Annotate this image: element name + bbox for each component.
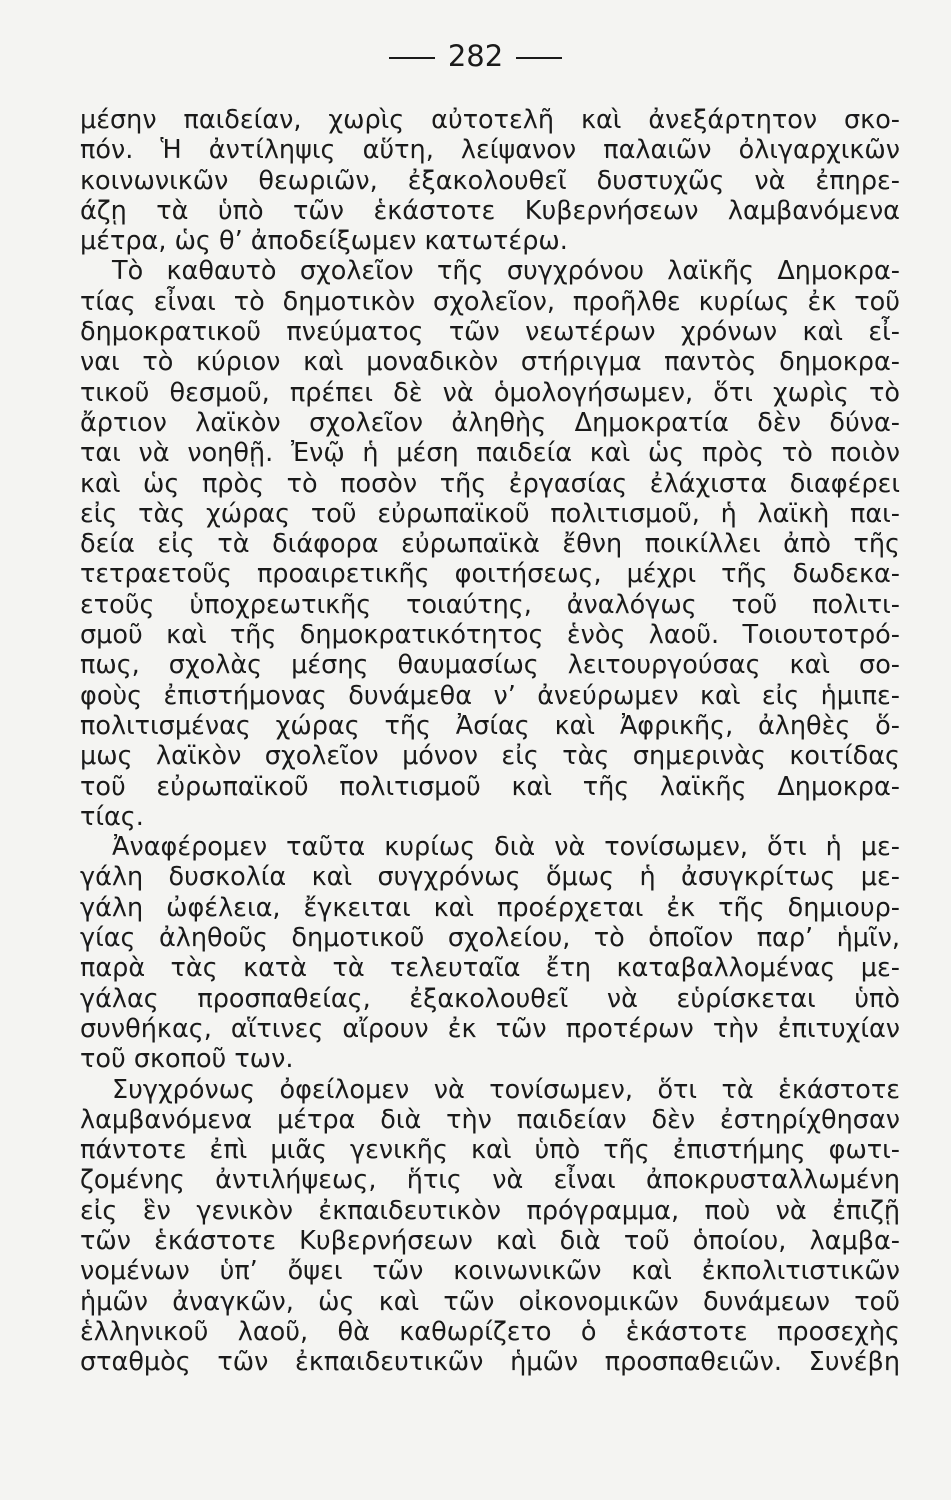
text-line: τικοῦ θεσμοῦ, πρέπει δὲ νὰ ὁμολογήσωμεν, ὅτι χωρὶς τὸ xyxy=(80,377,900,408)
text-line: εἰς ἓν γενικὸν ἐκπαιδευτικὸν πρόγραμμα, ποὺ νὰ ἐπιζῇ xyxy=(80,1195,900,1226)
text-line: τῶν ἑκάστοτε Κυβερνήσεων καὶ διὰ τοῦ ὁποίου, λαμβα- xyxy=(80,1225,900,1256)
text-line: λαμβανόμενα μέτρα διὰ τὴν παιδείαν δὲν ἐστηρίχθησαν xyxy=(80,1104,900,1135)
text-line: νομένων ὑπ’ ὄψει τῶν κοινωνικῶν καὶ ἐκπολιτιστικῶν xyxy=(80,1256,900,1287)
text-line: γίας ἀληθοῦς δημοτικοῦ σχολείου, τὸ ὁποῖον παρ’ ἡμῖν, xyxy=(80,923,900,954)
page-number: 282 xyxy=(447,39,504,73)
text-line: Τὸ καθαυτὸ σχολεῖον τῆς συγχρόνου λαϊκῆς Δημοκρα- xyxy=(112,256,900,287)
text-line: άζῃ τὰ ὑπὸ τῶν ἑκάστοτε Κυβερνήσεων λαμβανόμενα xyxy=(80,195,900,226)
text-line: ετοῦς ὑποχρεωτικῆς τοιαύτης, ἀναλόγως τοῦ πολιτι- xyxy=(80,589,900,620)
text-line: τετραετοῦς προαιρετικῆς φοιτήσεως, μέχρι τῆς δωδεκα- xyxy=(80,559,900,590)
text-line: σταθμὸς τῶν ἐκπαιδευτικῶν ἡμῶν προσπαθειῶν. Συνέβη xyxy=(80,1347,900,1378)
text-line: πως, σχολὰς μέσης θαυμασίως λειτουργούσας καὶ σο- xyxy=(80,650,900,681)
text-line: εἰς τὰς χώρας τοῦ εὐρωπαϊκοῦ πολιτισμοῦ, ἡ λαϊκὴ παι- xyxy=(80,498,900,529)
header-dash-right xyxy=(516,57,562,59)
text-line: τίας εἶναι τὸ δημοτικὸν σχολεῖον, προῆλθε κυρίως ἐκ τοῦ xyxy=(80,286,900,317)
text-line: μέσην παιδείαν, χωρὶς αὐτοτελῆ καὶ ἀνεξάρτητον σκο- xyxy=(80,105,900,135)
text-line: σμοῦ καὶ τῆς δημοκρατικότητος ἑνὸς λαοῦ. Τοιουτοτρό- xyxy=(80,620,900,651)
text-line: ζομένης ἀντιλήψεως, ἥτις νὰ εἶναι ἀποκρυσταλλωμένη xyxy=(80,1165,900,1196)
text-line: γάλη δυσκολία καὶ συγχρόνως ὅμως ἡ ἀσυγκρίτως με- xyxy=(80,862,900,893)
text-line: Ἀναφέρομεν ταῦτα κυρίως διὰ νὰ τονίσωμεν, ὅτι ἡ με- xyxy=(112,832,900,863)
text-line: ἡμῶν ἀναγκῶν, ὡς καὶ τῶν οἰκονομικῶν δυνάμεων τοῦ xyxy=(80,1286,900,1317)
text-line: πάντοτε ἐπὶ μιᾶς γενικῆς καὶ ὑπὸ τῆς ἐπιστήμης φωτι- xyxy=(80,1135,900,1166)
text-line: μως λαϊκὸν σχολεῖον μόνον εἰς τὰς σημερινὰς κοιτίδας xyxy=(80,741,900,772)
text-line: ται νὰ νοηθῇ. Ἐνῷ ἡ μέση παιδεία καὶ ὡς πρὸς τὸ ποιὸν xyxy=(80,438,900,469)
page-header xyxy=(0,36,951,76)
text-line: δημοκρατικοῦ πνεύματος τῶν νεωτέρων χρόνων καὶ εἶ- xyxy=(80,317,900,348)
text-line: καὶ ὡς πρὸς τὸ ποσὸν τῆς ἐργασίας ἐλάχιστα διαφέρει xyxy=(80,468,900,499)
text-line: συνθήκας, αἵτινες αἴρουν ἐκ τῶν προτέρων τὴν ἐπιτυχίαν xyxy=(80,1013,900,1044)
page-body xyxy=(80,105,900,1377)
text-line: τοῦ εὐρωπαϊκοῦ πολιτισμοῦ καὶ τῆς λαϊκῆς Δημοκρα- xyxy=(80,771,900,802)
text-line: φοὺς ἐπιστήμονας δυνάμεθα ν’ ἀνεύρωμεν καὶ εἰς ἡμιπε- xyxy=(80,680,900,711)
text-line: τίας. xyxy=(80,801,144,832)
text-line: Συγχρόνως ὀφείλομεν νὰ τονίσωμεν, ὅτι τὰ ἑκάστοτε xyxy=(112,1074,900,1105)
text-line: πολιτισμένας χώρας τῆς Ἀσίας καὶ Ἀφρικῆς, ἀληθὲς ὅ- xyxy=(80,710,900,741)
text-line: ἄρτιον λαϊκὸν σχολεῖον ἀληθὴς Δημοκρατία δὲν δύνα- xyxy=(80,407,900,438)
text-line: κοινωνικῶν θεωριῶν, ἐξακολουθεῖ δυστυχῶς νὰ ἐπηρε- xyxy=(80,165,900,196)
text-line: τοῦ σκοποῦ των. xyxy=(80,1044,294,1075)
text-line: δεία εἰς τὰ διάφορα εὐρωπαϊκὰ ἔθνη ποικίλλει ἀπὸ τῆς xyxy=(80,529,900,560)
text-line: μέτρα, ὡς θ’ ἀποδείξωμεν κατωτέρω. xyxy=(80,226,568,257)
text-line: πόν. Ἡ ἀντίληψις αὕτη, λείψανον παλαιῶν ὀλιγαρχικῶν xyxy=(80,135,900,166)
text-line: ἑλληνικοῦ λαοῦ, θὰ καθωρίζετο ὁ ἑκάστοτε προσεχὴς xyxy=(80,1316,900,1347)
text-line: ναι τὸ κύριον καὶ μοναδικὸν στήριγμα παντὸς δημοκρα- xyxy=(80,347,900,378)
text-line: παρὰ τὰς κατὰ τὰ τελευταῖα ἔτη καταβαλλομένας με- xyxy=(80,953,900,984)
header-dash-left xyxy=(389,57,435,59)
text-line: γάλη ὠφέλεια, ἔγκειται καὶ προέρχεται ἐκ τῆς δημιουρ- xyxy=(80,892,900,923)
text-line: γάλας προσπαθείας, ἐξακολουθεῖ νὰ εὑρίσκεται ὑπὸ xyxy=(80,983,900,1014)
